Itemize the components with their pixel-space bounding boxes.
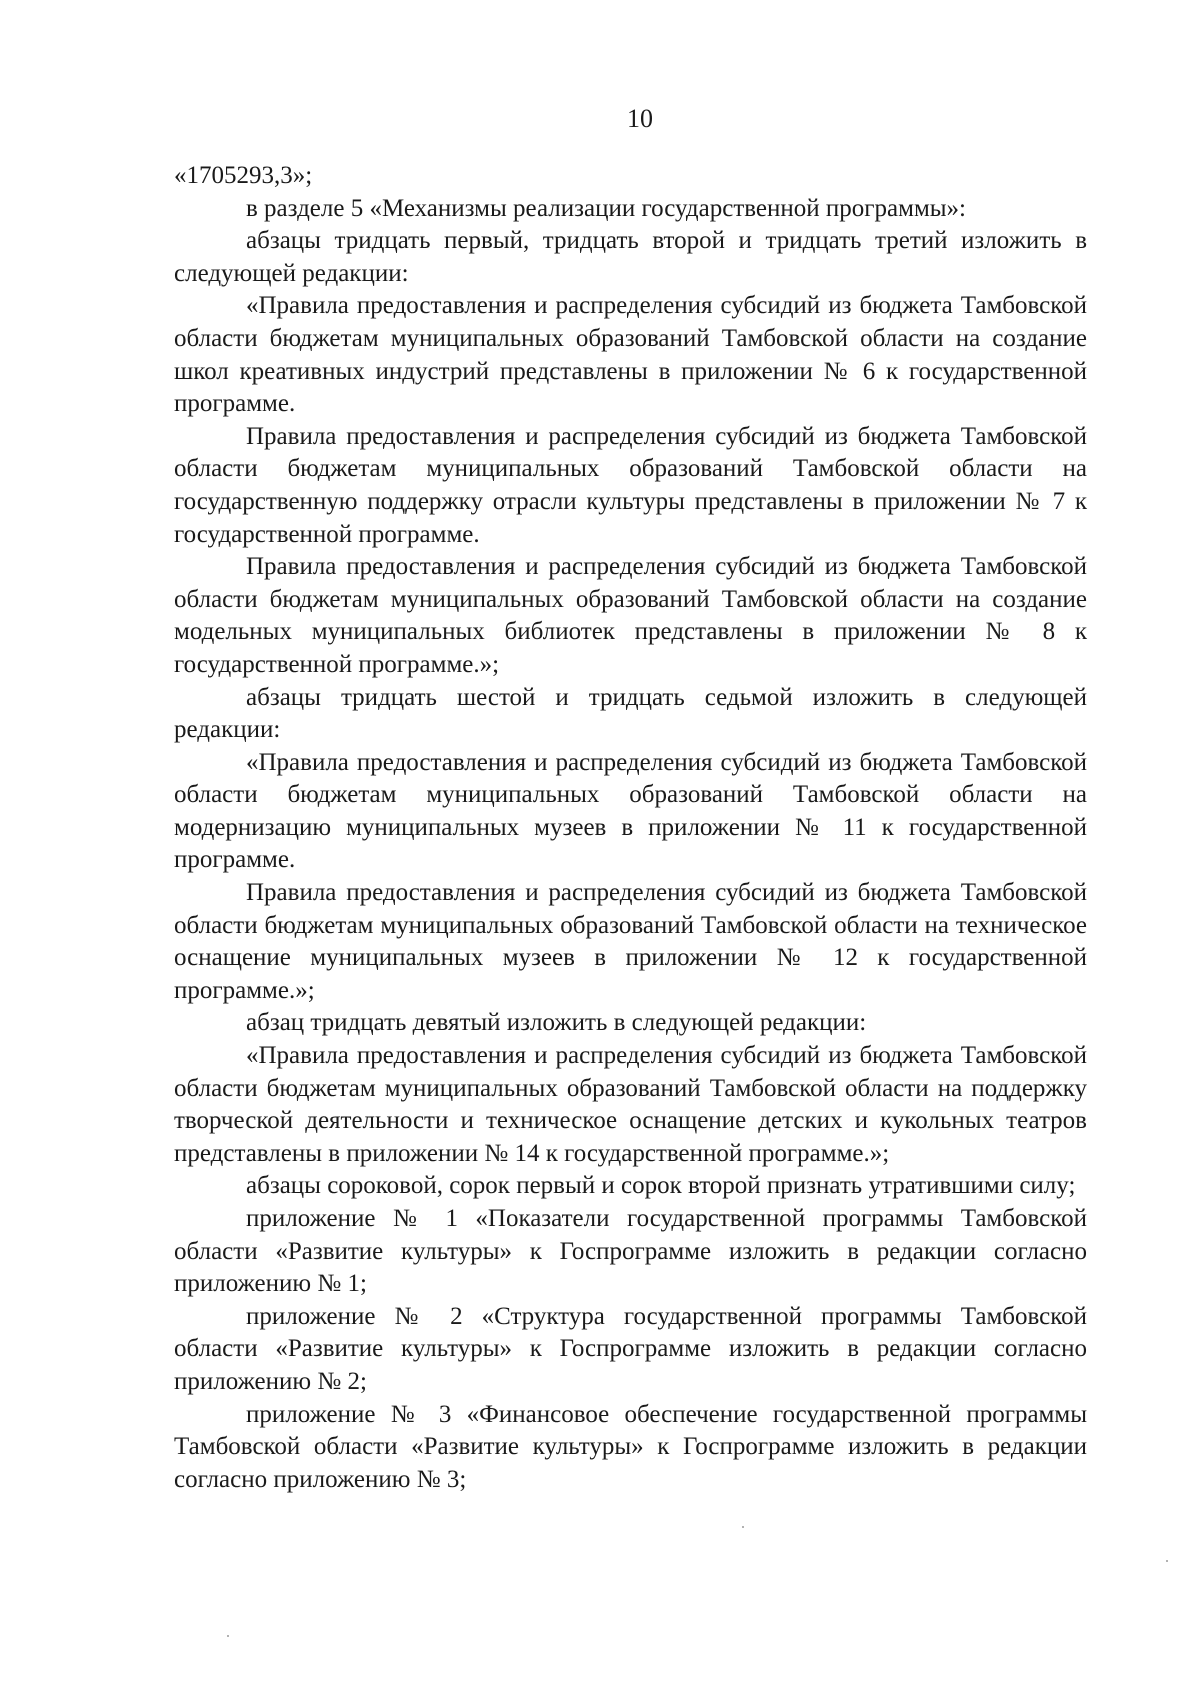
paragraph: «Правила предоставления и распределения субсидий из бюджета Тамбовской области бюджетам муниципальных образований Тамбовской области на модернизацию муниципальных музеев в приложении № 11 к государственной программе.	[174, 748, 1087, 874]
paragraph: Правила предоставления и распределения субсидий из бюджета Тамбовской области бюджетам муниципальных образований Тамбовской области на создание модельных муниципальных библиотек представлены в приложении № 8 к государственной программе.»;	[174, 553, 1087, 678]
paragraph: абзацы сороковой, сорок первый и сорок второй признать утратившими силу;	[246, 1172, 1076, 1200]
paragraph: абзацы тридцать первый, тридцать второй и тридцать третий изложить в следующей редакции:	[174, 227, 1087, 287]
paragraph: приложение № 1 «Показатели государственной программы Тамбовской области «Развитие культуры» к Госпрограмме изложить в редакции согласно приложению № 1;	[174, 1205, 1087, 1298]
paragraph: в разделе 5 «Механизмы реализации государственной программы»:	[246, 194, 967, 222]
paragraph: «Правила предоставления и распределения субсидий из бюджета Тамбовской области бюджетам муниципальных образований Тамбовской области на создание школ креативных индустрий представлены в приложении № 6 к государственной программе.	[174, 292, 1087, 418]
paragraph: «1705293,3»;	[174, 162, 313, 189]
paragraph: Правила предоставления и распределения субсидий из бюджета Тамбовской области бюджетам муниципальных образований Тамбовской области на техническое оснащение муниципальных музеев в приложении № 12 к государственной программе.»;	[174, 879, 1087, 1004]
scan-artifact	[1166, 1560, 1168, 1562]
scan-artifact	[742, 1526, 744, 1528]
paragraph: приложение № 3 «Финансовое обеспечение государственной программы Тамбовской области «Развитие культуры» к Госпрограмме изложить в редакции согласно приложению № 3;	[174, 1400, 1087, 1493]
paragraph: абзац тридцать девятый изложить в следующей редакции:	[246, 1009, 867, 1037]
paragraph: «Правила предоставления и распределения субсидий из бюджета Тамбовской области бюджетам муниципальных образований Тамбовской области на поддержку творческой деятельности и техническое оснащение детских и кукольных театров представлены в приложении № 14 к государственной программе.»;	[174, 1042, 1087, 1167]
paragraph: приложение № 2 «Структура государственной программы Тамбовской области «Развитие культуры» к Госпрограмме изложить в редакции согласно приложению № 2;	[174, 1302, 1087, 1395]
page-number: 10	[627, 104, 653, 133]
document-body	[174, 160, 1087, 1496]
paragraph: абзацы тридцать шестой и тридцать седьмой изложить в следующей редакции:	[174, 683, 1087, 744]
scan-artifact	[227, 1635, 229, 1637]
paragraph: Правила предоставления и распределения субсидий из бюджета Тамбовской области бюджетам муниципальных образований Тамбовской области на государственную поддержку отрасли культуры представлены в приложении № 7 к государственной программе.	[174, 422, 1087, 548]
